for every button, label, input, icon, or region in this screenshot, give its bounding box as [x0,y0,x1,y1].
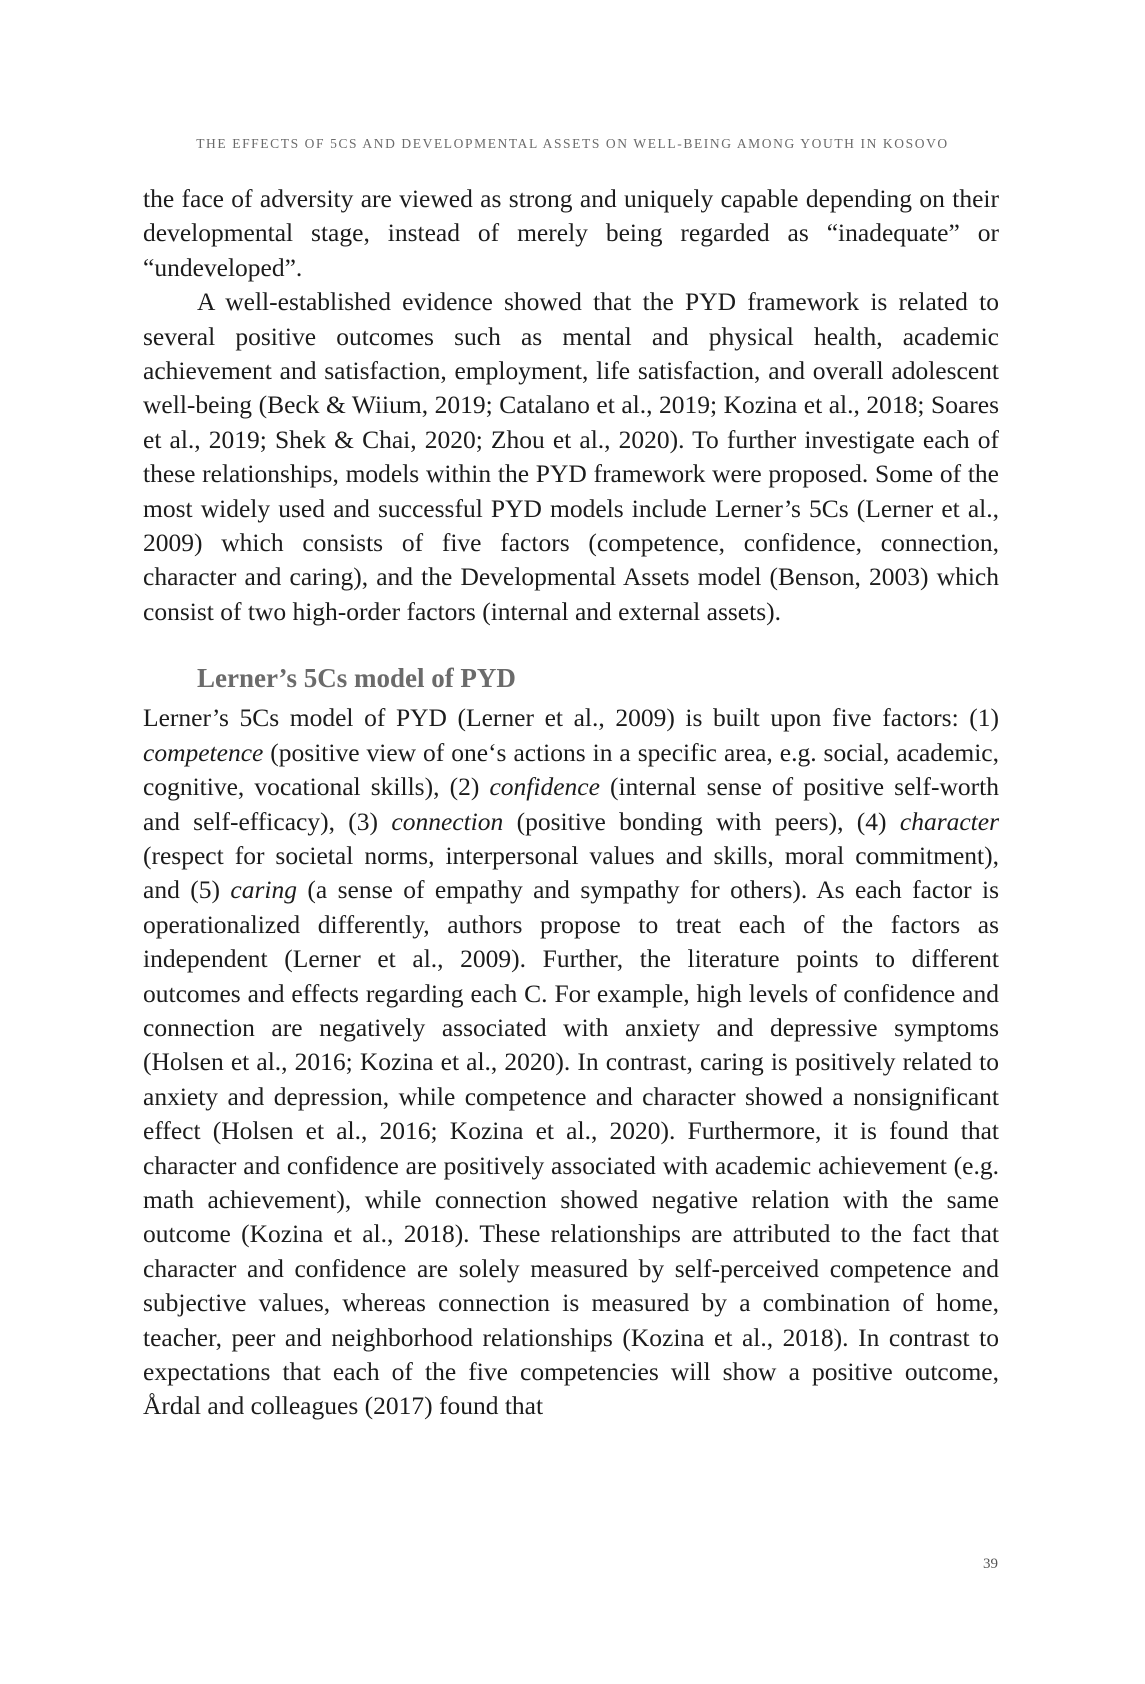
text-run: (respect for societal norms, interpersonal values and skills, moral commitment), and (5) [143,840,999,905]
text-run: (positive view of one‘s actions in a specific area, e.g. social, academic, cognitive, vocational skills), (2) [143,737,999,802]
text-run: Lerner’s 5Cs model of PYD (Lerner et al., 2009) is built upon five factors: (1) [143,703,999,733]
text-run: (internal sense of positive self-worth and self-efficacy), (3) [143,772,999,836]
paragraph-2: A well-established evidence showed that the PYD framework is related to several positive outcomes such as mental and physical health, academic achievement and satisfaction, employment, life satisfaction, and overall adolescent well-being (Beck & Wiium, 2019; Catalano et al., 2019; Kozina et al., 2018; Soares et al., 2019; Shek & Chai, 2020; Zhou et al., 2020). To further investigate each of these relationships, models within the PYD framework were proposed. Some of the most widely used and successful PYD models include Lerner’s 5Cs (Lerner et al., 2009) which consists of five factors (competence, confidence, connection, character and caring), and the Developmental Assets model (Benson, 2003) which consist of two high-order factors (internal and external assets). [143,287,999,626]
term-competence: competence [143,737,264,767]
term-character: character [899,806,1000,836]
term-caring: caring [230,875,297,905]
text-run: (a sense of empathy and sympathy for others). As each factor is operationalized differently, authors propose to treat each of the factors as independent (Lerner et al., 2009). Further, the literature points to different outcomes and effects regarding each C. For example, high levels of confidence and connection are negatively associated with anxiety and depressive symptoms (Holsen et al., 2016; Kozina et al., 2020). In contrast, caring is positively related to anxiety and depression, while competence and character showed a nonsignificant effect (Holsen et al., 2016; Kozina et al., 2020). Furthermore, it is found that character and confidence are positively associated with academic achievement (e.g. math achievement), while connection showed negative relation with the same outcome (Kozina et al., 2018). These relationships are attributed to the fact that character and confidence are solely measured by self-perceived competence and subjective values, whereas connection is measured by a combination of home, teacher, peer and neighborhood relationships (Kozina et al., 2018). In contrast to expectations that each of the five competencies will show a positive outcome, Årdal and colleagues (2017) found that [143,875,999,1421]
paragraph-1: the face of adversity are viewed as strong and uniquely capable depending on their developmental stage, instead of merely being regarded as “inadequate” or “undeveloped”. [143,184,999,282]
section-heading: Lerner’s 5Cs model of PYD [197,663,516,694]
paragraph-3 [143,701,999,1424]
term-confidence: confidence [489,772,600,802]
term-connection: connection [391,806,504,836]
page-number: 39 [983,1556,998,1572]
running-head: THE EFFECTS OF 5CS AND DEVELOPMENTAL ASSETS ON WELL-BEING AMONG YOUTH IN KOSOVO [196,136,949,151]
body-text [143,182,999,1424]
text-run: (positive bonding with peers), (4) [503,806,900,836]
